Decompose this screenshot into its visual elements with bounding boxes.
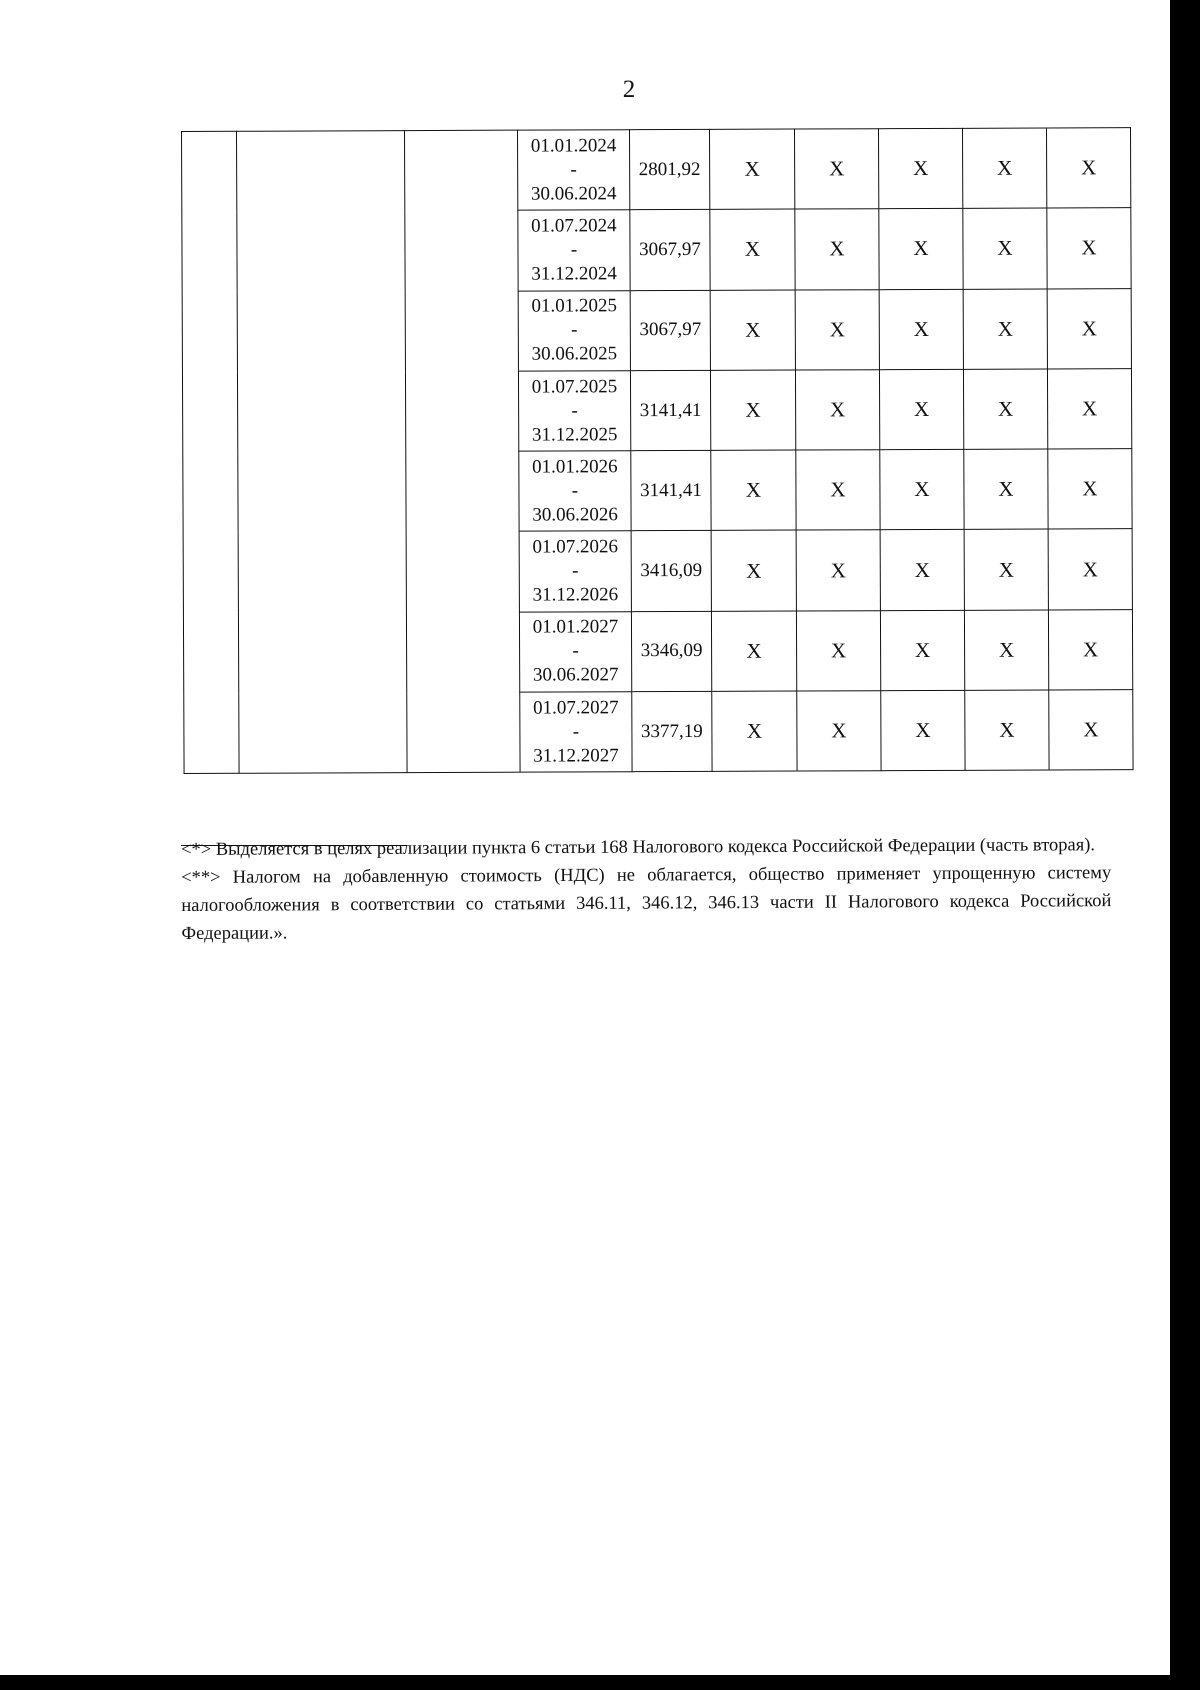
x-mark-cell: X [1048,449,1132,530]
period-start: 01.07.2025 [531,375,618,398]
period-end: 30.06.2025 [531,343,618,365]
value-cell: 3067,97 [630,290,710,371]
value-cell: 3346,09 [631,611,711,692]
x-mark-cell: X [962,128,1046,209]
footnotes [181,831,1112,948]
x-mark-cell: X [1047,369,1131,450]
value-cell: 3416,09 [631,531,711,612]
x-mark-cell: X [711,611,796,692]
period-start: 01.07.2024 [531,215,617,237]
period-cell [519,451,631,532]
x-mark-cell: X [1048,529,1132,610]
value-cell: 3141,41 [631,451,711,532]
period-cell [518,371,630,452]
dash: - [570,239,578,261]
x-mark-cell: X [964,530,1048,611]
period-cell [519,611,631,692]
period-start: 01.01.2026 [532,456,618,478]
value-cell: 3067,97 [630,210,710,291]
dash: - [571,319,578,341]
period-end: 30.06.2027 [532,664,619,687]
x-mark-cell: X [794,129,878,210]
x-mark-cell: X [709,129,794,210]
period-cell [520,692,632,773]
x-mark-cell: X [879,369,963,450]
x-mark-cell: X [880,450,964,531]
period-cell [517,130,629,211]
x-mark-cell: X [965,690,1049,771]
x-mark-cell: X [796,530,880,611]
value-cell: 3377,19 [632,691,712,772]
x-mark-cell: X [1046,128,1130,209]
period-start: 01.01.2024 [530,134,617,157]
dash: - [572,560,579,582]
dash: - [570,159,577,181]
value-cell: 2801,92 [629,129,709,210]
period-cell [519,531,631,612]
x-mark-cell: X [1047,288,1131,369]
period-end: 31.12.2026 [532,584,619,606]
x-mark-cell: X [711,531,796,612]
x-mark-cell: X [795,209,879,290]
dash: - [572,721,580,743]
x-mark-cell: X [878,128,962,209]
period-start: 01.01.2027 [532,616,619,639]
value-cell: 3141,41 [630,370,710,451]
x-mark-cell: X [880,610,964,691]
x-mark-cell: X [710,370,795,451]
x-mark-cell: X [797,691,881,772]
tariff-table [181,127,1134,774]
period-cell [518,290,630,371]
period-end: 31.12.2027 [533,744,619,767]
x-mark-cell: X [795,289,879,370]
x-mark-cell: X [879,289,963,370]
period-start: 01.01.2025 [531,295,617,317]
period-end: 30.06.2024 [530,182,617,205]
period-end: 31.12.2025 [531,423,618,446]
period-end: 30.06.2026 [532,504,618,526]
page-number: 2 [622,76,636,103]
x-mark-cell: X [964,449,1048,530]
x-mark-cell: X [880,530,964,611]
x-mark-cell: X [1047,208,1131,289]
table-row [182,128,1131,212]
x-mark-cell: X [711,450,796,531]
x-mark-cell: X [964,610,1048,691]
x-mark-cell: X [963,208,1047,289]
x-mark-cell: X [712,691,797,772]
x-mark-cell: X [1049,690,1133,771]
x-mark-cell: X [710,290,795,371]
empty-merged-cell [182,131,240,774]
x-mark-cell: X [795,370,879,451]
x-mark-cell: X [881,690,965,771]
x-mark-cell: X [796,610,880,691]
period-start: 01.07.2026 [532,536,618,558]
footnote-vat-exempt: <**> Налогом на добавленную стоимость (НДС) не облагается, общество применяет упрощенную систему налогообложения в соответствии со статьями 346.11, 346.12, 346.13 части II Налогового кодекса Российской Федерации.». [181,863,1112,944]
period-cell [518,210,630,291]
x-mark-cell: X [963,289,1047,370]
empty-merged-cell [405,130,521,773]
dash: - [571,399,578,421]
x-mark-cell: X [796,450,880,531]
period-end: 31.12.2024 [531,263,617,285]
x-mark-cell: X [710,209,795,290]
x-mark-cell: X [963,369,1047,450]
dash: - [572,640,579,662]
footnote-vat-allocation: <*> Выделяется в целях реализации пункта 6 статьи 168 Налогового кодекса Российской Федерации (часть вторая). [181,835,1096,860]
empty-merged-cell [237,131,408,774]
period-start: 01.07.2027 [533,696,619,719]
x-mark-cell: X [879,209,963,290]
dash: - [571,480,579,502]
x-mark-cell: X [1048,609,1132,690]
